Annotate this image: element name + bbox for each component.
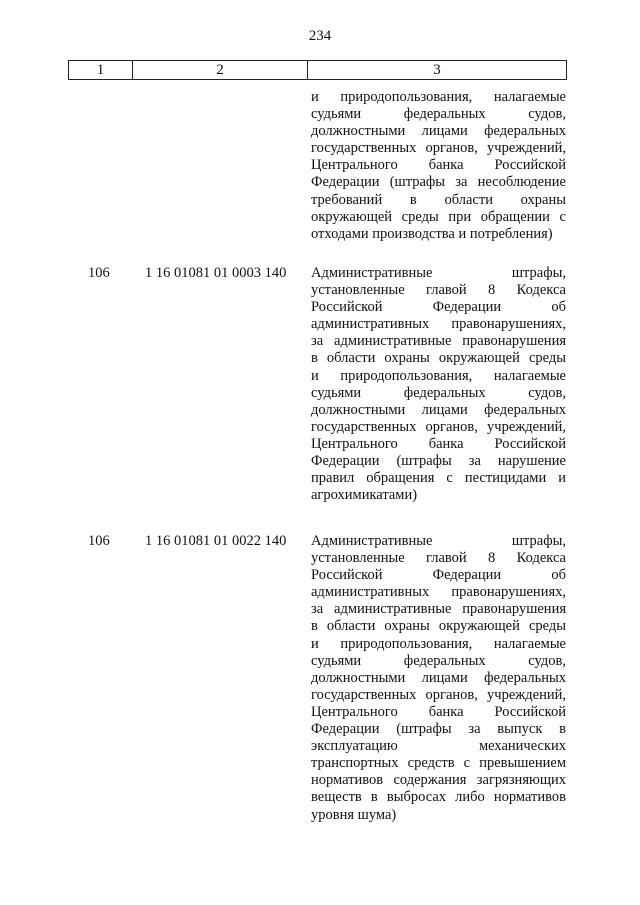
- desc-line: Центрального банка Российской: [311, 703, 566, 720]
- admin-code: 106: [88, 265, 110, 281]
- desc-line: и природопользования, налагаемые: [311, 89, 566, 105]
- desc-line: судьями федеральных судов,: [311, 384, 566, 401]
- desc-line: должностными лицами федеральных: [311, 669, 566, 686]
- desc-line: судьями федеральных судов,: [311, 106, 566, 123]
- desc-line: нормативов содержания загрязняющих: [311, 772, 566, 789]
- row-description: [311, 265, 566, 504]
- desc-line: требований в области охраны: [311, 191, 566, 208]
- desc-line: Федерации (штрафы за выпуск в: [311, 721, 566, 738]
- table-header: [68, 60, 567, 80]
- desc-line: государственных органов, учреждений,: [311, 686, 566, 703]
- desc-line: должностными лицами федеральных: [311, 123, 566, 140]
- desc-line: административных правонарушениях,: [311, 584, 566, 601]
- desc-line: агрохимикатами): [311, 487, 418, 504]
- desc-line: уровня шума): [311, 806, 397, 823]
- desc-line: административных правонарушениях,: [311, 316, 566, 333]
- desc-line: и природопользования, налагаемые: [311, 635, 566, 652]
- desc-line: в области охраны окружающей среды: [311, 350, 566, 367]
- header-col-1: 1: [69, 61, 133, 79]
- desc-line: государственных органов, учреждений,: [311, 418, 566, 435]
- desc-line: веществ в выбросах либо нормативов: [311, 789, 566, 806]
- desc-line: в области охраны окружающей среды: [311, 618, 566, 635]
- desc-line: за административные правонарушения: [311, 333, 566, 350]
- header-col-2: 2: [133, 61, 308, 79]
- desc-line: Федерации (штрафы за несоблюдение: [311, 174, 566, 191]
- kbk-code: 1 16 01081 01 0003 140: [145, 265, 287, 281]
- desc-line: Российской Федерации об: [311, 567, 566, 584]
- admin-code: 106: [88, 533, 110, 549]
- desc-line: Административные штрафы,: [311, 265, 566, 281]
- desc-line: установленные главой 8 Кодекса: [311, 282, 566, 299]
- desc-line: должностными лицами федеральных: [311, 401, 566, 418]
- row-description: [311, 533, 566, 824]
- desc-line: эксплуатацию механических: [311, 738, 566, 755]
- header-col-3: 3: [433, 61, 441, 78]
- kbk-code: 1 16 01081 01 0022 140: [145, 533, 287, 549]
- page-number: 234: [308, 28, 332, 44]
- desc-line: Центрального банка Российской: [311, 435, 566, 452]
- desc-line: государственных органов, учреждений,: [311, 140, 566, 157]
- desc-line: судьями федеральных судов,: [311, 652, 566, 669]
- desc-line: транспортных средств с превышением: [311, 755, 566, 772]
- desc-line: окружающей среды при обращении с: [311, 208, 566, 225]
- desc-line: правил обращения с пестицидами и: [311, 470, 566, 487]
- desc-line: отходами производства и потребления): [311, 225, 553, 242]
- desc-line: Административные штрафы,: [311, 533, 566, 549]
- desc-line: за административные правонарушения: [311, 601, 566, 618]
- continuation-description: [311, 89, 566, 243]
- desc-line: установленные главой 8 Кодекса: [311, 550, 566, 567]
- desc-line: и природопользования, налагаемые: [311, 367, 566, 384]
- desc-line: Российской Федерации об: [311, 299, 566, 316]
- desc-line: Центрального банка Российской: [311, 157, 566, 174]
- desc-line: Федерации (штрафы за нарушение: [311, 453, 566, 470]
